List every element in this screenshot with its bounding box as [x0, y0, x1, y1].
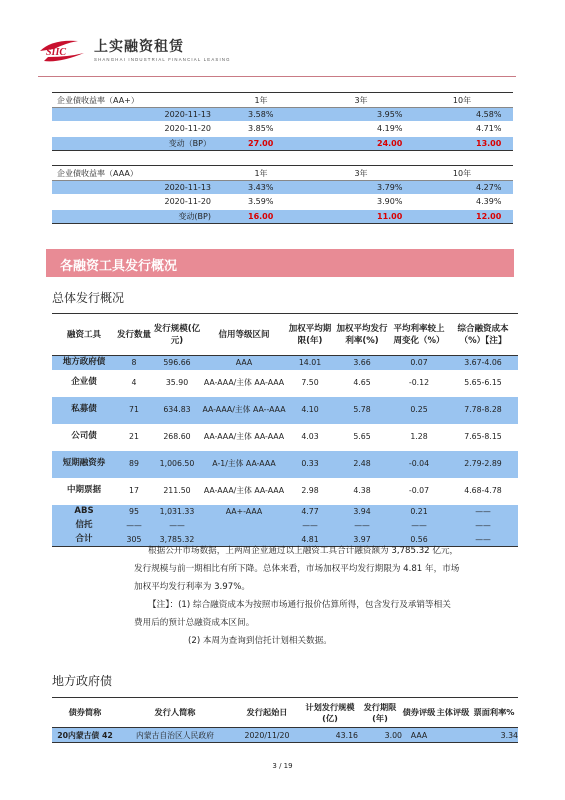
table-row	[52, 505, 518, 519]
table-header-cell: 发行起始日	[232, 698, 302, 728]
table-row	[52, 451, 518, 478]
table-header-cell: 票面利率%	[470, 698, 518, 728]
table-row	[52, 424, 518, 451]
table-header-cell: 平均利率较上周变化（%）	[390, 314, 448, 356]
table-header-cell: 3年	[311, 166, 416, 181]
table-header-cell: 计划发行规模(亿)	[302, 698, 358, 728]
table-cell: 3.00	[358, 728, 402, 743]
change-value: 13.00	[416, 136, 513, 150]
overview-table	[52, 313, 518, 547]
summary-line: 加权平均发行利率为 3.97%。	[134, 582, 250, 592]
table-cell: -0.07	[408, 486, 430, 496]
note-line: 费用后的预计总融资成本区间。	[134, 618, 255, 628]
table-cell: ——	[448, 519, 518, 533]
table-cell: 4	[131, 378, 137, 388]
instrument-name: 地方政府债	[52, 356, 116, 370]
instrument-name: ABS	[52, 505, 116, 519]
change-label: 变动（BP）	[52, 136, 216, 150]
table-cell: 4.03	[301, 432, 319, 442]
table-header-cell: 3年	[311, 93, 416, 108]
table-row	[52, 397, 518, 424]
table-cell: 1,031.33	[152, 505, 202, 519]
table-header-row	[52, 93, 513, 108]
table-cell: 4.68-4.78	[464, 486, 502, 496]
table-cell: 7.65-8.15	[464, 432, 502, 442]
table-cell: -0.12	[408, 378, 430, 388]
table-cell: 0.56	[390, 533, 448, 547]
table-cell: -0.04	[390, 451, 448, 478]
date-cell: 2020-11-20	[52, 195, 216, 209]
value-cell: 4.19%	[311, 122, 416, 136]
table-cell: 7.50	[301, 378, 319, 388]
page-number: 3 / 19	[272, 762, 293, 770]
date-cell: 2020-11-13	[52, 181, 216, 195]
change-value: 12.00	[416, 209, 513, 223]
table-row	[52, 122, 513, 136]
table-header-row	[52, 698, 518, 728]
value-cell: 4.27%	[416, 181, 513, 195]
table-cell: 2020/11/20	[232, 728, 302, 743]
change-row	[52, 136, 513, 150]
table-cell: 268.60	[163, 432, 191, 442]
table-cell	[436, 728, 470, 743]
table-header-cell: 加权平均期限(年)	[286, 314, 334, 356]
table-cell: ——	[334, 519, 390, 533]
table-cell: 7.78-8.28	[448, 397, 518, 424]
local-gov-bond-table	[52, 697, 518, 743]
table-cell: 4.77	[286, 505, 334, 519]
table-cell: ——	[116, 519, 152, 533]
table-cell: ——	[448, 533, 518, 547]
table-cell: AA-AAA/主体 AA--AAA	[202, 397, 286, 424]
summary-line: 发行规模与前一期相比有所下降。总体来看，市场加权平均发行期限为 4.81 年，市场	[134, 564, 460, 574]
table-cell: 17	[129, 486, 139, 496]
instrument-name: 中期票据	[66, 485, 101, 496]
svg-text:SIIC: SIIC	[46, 47, 67, 58]
table-cell: 2.98	[301, 486, 319, 496]
table-header-cell: 综合融资成本（%）【注】	[448, 314, 518, 356]
instrument-name: 私募债	[52, 397, 116, 424]
value-cell: 3.90%	[311, 195, 416, 209]
table-cell: AA-AAA/主体 AA-AAA	[203, 432, 285, 442]
table-cell: 95	[116, 505, 152, 519]
instrument-name: 信托	[52, 519, 116, 533]
table-cell: 2.79-2.89	[448, 451, 518, 478]
table-cell: 5.78	[334, 397, 390, 424]
table-header-cell: 10年	[416, 93, 513, 108]
table-row	[52, 728, 518, 743]
aa-plus-yield-table	[52, 92, 513, 151]
table-row	[52, 478, 518, 505]
table-cell: 5.65	[353, 432, 371, 442]
table-header-cell: 1年	[216, 166, 311, 181]
table-cell: 21	[129, 432, 139, 442]
value-cell: 3.43%	[216, 181, 311, 195]
table-cell: AAA	[402, 728, 436, 743]
table-header-cell: 加权平均发行利率(%)	[334, 314, 390, 356]
table-cell: 8	[116, 356, 152, 370]
overview-title: 总体发行概况	[52, 291, 125, 305]
change-label: 变动(BP)	[52, 209, 216, 223]
value-cell: 4.71%	[416, 122, 513, 136]
table-cell: 5.65-6.15	[464, 378, 502, 388]
table-header-cell: 企业债收益率（AA+）	[52, 93, 216, 108]
table-cell: 305	[116, 533, 152, 547]
table-cell: A-1/主体 AA-AAA	[202, 451, 286, 478]
value-cell: 3.59%	[216, 195, 311, 209]
table-header-cell: 10年	[416, 166, 513, 181]
value-cell: 4.39%	[416, 195, 513, 209]
table-header-cell: 发行期限(年)	[358, 698, 402, 728]
siic-logo-icon	[38, 37, 90, 63]
instrument-name: 公司债	[71, 431, 97, 442]
table-row	[52, 181, 513, 195]
change-value: 24.00	[311, 136, 416, 150]
table-cell: AA-AAA/主体 AA-AAA	[203, 378, 285, 388]
date-cell: 2020-11-20	[52, 122, 216, 136]
table-cell: 4.81	[286, 533, 334, 547]
table-header-row	[52, 166, 513, 181]
table-cell: 89	[116, 451, 152, 478]
table-cell: AAA	[202, 356, 286, 370]
table-header-cell: 信用等级区间	[202, 314, 286, 356]
local-gov-title: 地方政府债	[52, 674, 113, 688]
table-header-cell: 1年	[216, 93, 311, 108]
table-cell: 4.10	[286, 397, 334, 424]
bond-name: 20内蒙古债 42	[52, 728, 118, 743]
table-row	[52, 356, 518, 370]
section-banner	[46, 249, 514, 277]
summary-line: 根据公开市场数据，上两周企业通过以上融资工具合计融资额为 3,785.32 亿元，	[148, 546, 459, 556]
table-header-cell: 企业债收益率（AAA）	[52, 166, 216, 181]
table-cell: 211.50	[163, 486, 191, 496]
table-header-cell: 债券评级	[402, 698, 436, 728]
table-cell: 0.25	[390, 397, 448, 424]
table-cell: 3,785.32	[152, 533, 202, 547]
header-divider	[38, 76, 516, 77]
table-cell: 0.21	[390, 505, 448, 519]
table-header-cell: 发行人简称	[118, 698, 232, 728]
table-cell	[202, 519, 286, 533]
table-cell: ——	[286, 519, 334, 533]
instrument-name: 企业债	[71, 377, 97, 388]
table-row	[52, 195, 513, 209]
table-cell: ——	[448, 505, 518, 519]
table-header-cell: 债券简称	[52, 698, 118, 728]
page-header	[38, 30, 518, 78]
table-cell: 14.01	[286, 356, 334, 370]
table-header-row	[52, 314, 518, 356]
table-cell: AA-AAA/主体 AA-AAA	[203, 486, 285, 496]
value-cell: 3.85%	[216, 122, 311, 136]
change-row	[52, 209, 513, 223]
note-line: 【注】：(1) 综合融资成本为按照市场通行报价估算所得，包含发行及承销等相关	[148, 600, 451, 610]
value-cell: 3.95%	[311, 108, 416, 122]
table-cell: AA+-AAA	[202, 505, 286, 519]
table-cell: 2.48	[334, 451, 390, 478]
company-name-cn: 上实融资租赁	[94, 39, 184, 55]
table-cell: 内蒙古自治区人民政府	[118, 728, 232, 743]
table-cell: ——	[152, 519, 202, 533]
table-cell: 71	[116, 397, 152, 424]
value-cell: 3.79%	[311, 181, 416, 195]
table-header-cell: 发行规模(亿元)	[152, 314, 202, 356]
value-cell: 3.58%	[216, 108, 311, 122]
table-header-cell: 主体评级	[436, 698, 470, 728]
change-value: 27.00	[216, 136, 311, 150]
table-row	[52, 370, 518, 397]
table-cell: 3.94	[334, 505, 390, 519]
note-line: (2) 本周为查询到信托计划相关数据。	[188, 636, 332, 646]
change-value: 16.00	[216, 209, 311, 223]
table-cell: 0.07	[390, 356, 448, 370]
company-name-en: SHANGHAI INDUSTRIAL FINANCIAL LEASING	[94, 57, 231, 62]
instrument-name: 合计	[52, 533, 116, 547]
table-cell: 3.34	[470, 728, 518, 743]
table-cell: 596.66	[152, 356, 202, 370]
value-cell: 4.58%	[416, 108, 513, 122]
table-cell: 1,006.50	[152, 451, 202, 478]
table-header-cell: 发行数量	[116, 314, 152, 356]
instrument-name: 短期融资券	[52, 451, 116, 478]
table-cell: 0.33	[286, 451, 334, 478]
table-row	[52, 108, 513, 122]
table-cell: 3.67-4.06	[448, 356, 518, 370]
table-cell: 3.97	[334, 533, 390, 547]
table-row	[52, 519, 518, 533]
table-cell: 1.28	[410, 432, 428, 442]
table-header-cell: 融资工具	[52, 314, 116, 356]
table-cell: ——	[390, 519, 448, 533]
table-cell: 3.66	[334, 356, 390, 370]
table-cell: 4.65	[353, 378, 371, 388]
table-cell: 43.16	[302, 728, 358, 743]
section-title: 各融资工具发行概况	[60, 259, 178, 274]
table-cell: 35.90	[165, 378, 189, 388]
aaa-yield-table	[52, 165, 513, 224]
change-value: 11.00	[311, 209, 416, 223]
table-cell: 634.83	[152, 397, 202, 424]
date-cell: 2020-11-13	[52, 108, 216, 122]
table-cell: 4.38	[353, 486, 371, 496]
